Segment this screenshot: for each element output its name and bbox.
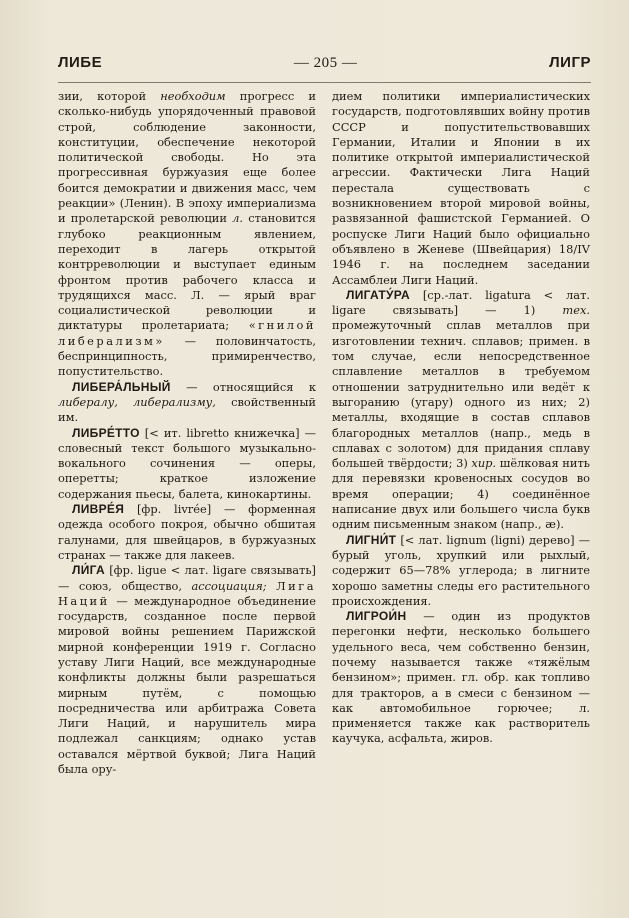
body-text: дием политики империалистических государств, подготовлявших войну против СССР и попустительствовавших Германии, Италии и Японии в их политике открытой империалистической агрессии. Фактически Лига Наций перестала существовать с возникновением второй мировой войны, развязанной фашистской Германией. О роспуске Лиги Наций было официально объявлено в Женеве (Швейцария) 18/IV 1946 г. на последнем заседании Ассамблеи Лиги Наций.	[332, 89, 590, 287]
body-text	[267, 579, 277, 593]
header-rule	[58, 82, 591, 83]
body-text: промежуточный сплав металлов при изготовлении технич. сплавов; примен. в том случае, если непосредственное сплавление металлов в требуемом отношении затруднительно или ведёт к выгоранию (угару) одного из них; 2) металлы, входящие в состав сплавов благородных металлов (напр., медь в сплавах с золотом) для придания сплаву большей твёрдости; 3)	[332, 318, 590, 471]
entry-libretto	[58, 426, 316, 502]
headword: ЛИ́ГА	[72, 563, 105, 578]
entry-lignit	[332, 533, 590, 609]
body-text: — половинчатость, беспринципность, примиренчество, попустительство.	[58, 333, 316, 379]
header-right-guide-word: ЛИГР	[549, 54, 591, 71]
body-text: — один из продуктов перегонки нефти, несколько большего удельного веса, чем собственно бензин, почему называется также «тяжёлым бензином»; примен. гл. обр. как топливо для тракторов, а в смеси с бензином — как автомобильное горючее; л. применяется также как растворитель каучука, асфальта, жиров.	[332, 609, 590, 746]
entry-ligroin	[332, 609, 590, 747]
emphasis-text: Лига Наций	[58, 578, 316, 608]
body-text: [фр. livrée] — форменная одежда особого покроя, обычно обшитая галунами, для швейцаров, в буржуазных странах — также для лакеев.	[58, 502, 316, 562]
emphasis-text: необходим	[160, 89, 226, 103]
body-text: [фр. ligue < лат. ligare связывать] — союз, общество,	[58, 563, 316, 593]
right-column	[332, 89, 590, 777]
emphasis-text: тех.	[562, 303, 590, 318]
left-column	[58, 89, 316, 777]
emphasis-text: хир.	[471, 456, 497, 471]
entry-livreya	[58, 502, 316, 563]
entry-liberalny	[58, 380, 316, 426]
headword: ЛИБРЕ́ТТО	[72, 425, 140, 440]
page-header	[58, 54, 591, 76]
entry-ligatura	[332, 288, 590, 533]
page-number: — 205 —	[293, 55, 358, 71]
entry-liga-continuation	[332, 89, 590, 288]
body-text: становится глубоко реакционным явлением, переходит в лагерь открытой контрреволюции и выступает единым фронтом против рабочего класса и трудящихся масс. Л. — ярый враг социалистической революции и диктатуры пролетариата;	[58, 211, 316, 333]
emphasis-text: «гнилой либерализм»	[58, 318, 316, 348]
entry-liga	[58, 563, 316, 777]
body-text: зии, которой	[58, 89, 161, 103]
headword: ЛИБЕРА́ЛЬНЫЙ	[72, 379, 171, 394]
columns	[58, 89, 591, 777]
body-text: шёлковая нить для перевязки кровеносных сосудов во время операции; 4) соединённое написание двух или большего числа букв одним письменным знаком (напр., æ).	[332, 456, 590, 532]
body-text: — международное объединение государств, созданное после первой мировой войны решением Парижской мирной конференции 1919 г. Согласно уставу Лиги Наций, все международные конфликты должны были разрешаться мирным путём, с помощью посредничества или арбитража Совета Лиги Наций, и нарушитель мира подлежал санкциям; однако устав оставался мёртвой буквой; Лига Наций была ору-	[58, 593, 316, 777]
emphasis-text: л.	[232, 211, 244, 226]
body-text: [ср.-лат. ligatura < лат. ligare связывать] — 1)	[332, 287, 590, 318]
header-left-guide-word: ЛИБЕ	[58, 54, 103, 71]
body-text: [< лат. lignum (ligni) дерево] — бурый уголь, хрупкий или рыхлый, содержит 65—78% углерода; в лигните хорошо заметны следы его растительного происхождения.	[332, 532, 590, 608]
entry-liberalism-continuation	[58, 89, 316, 380]
body-text: — относящийся к	[170, 379, 316, 394]
body-text: [< ит. libretto книжечка] — словесный текст большого музыкально-вокального сочинения — оперы, оперетты; краткое изложение содержания пьесы, балета, кинокартины.	[58, 425, 316, 501]
body-text: прогресс и сколько-нибудь упорядоченный правовой строй, соблюдение законности, конституции, обеспечение некоторой политической свободы. Но эта прогрессивная буржуазия еще более боится демократии и движения масс, чем реакции» (Ленин). В эпоху империализма и пролетарской революции	[58, 89, 316, 226]
headword: ЛИГНИ́Т	[346, 532, 397, 547]
body-text: свойственный им.	[58, 394, 316, 425]
headword: ЛИВРЕ́Я	[72, 502, 125, 517]
headword: ЛИГРОИ́Н	[346, 609, 407, 624]
emphasis-text: либералу, либерализму,	[58, 394, 216, 409]
headword: ЛИГАТУ́РА	[346, 287, 410, 302]
emphasis-text: ассоциация;	[191, 578, 267, 593]
